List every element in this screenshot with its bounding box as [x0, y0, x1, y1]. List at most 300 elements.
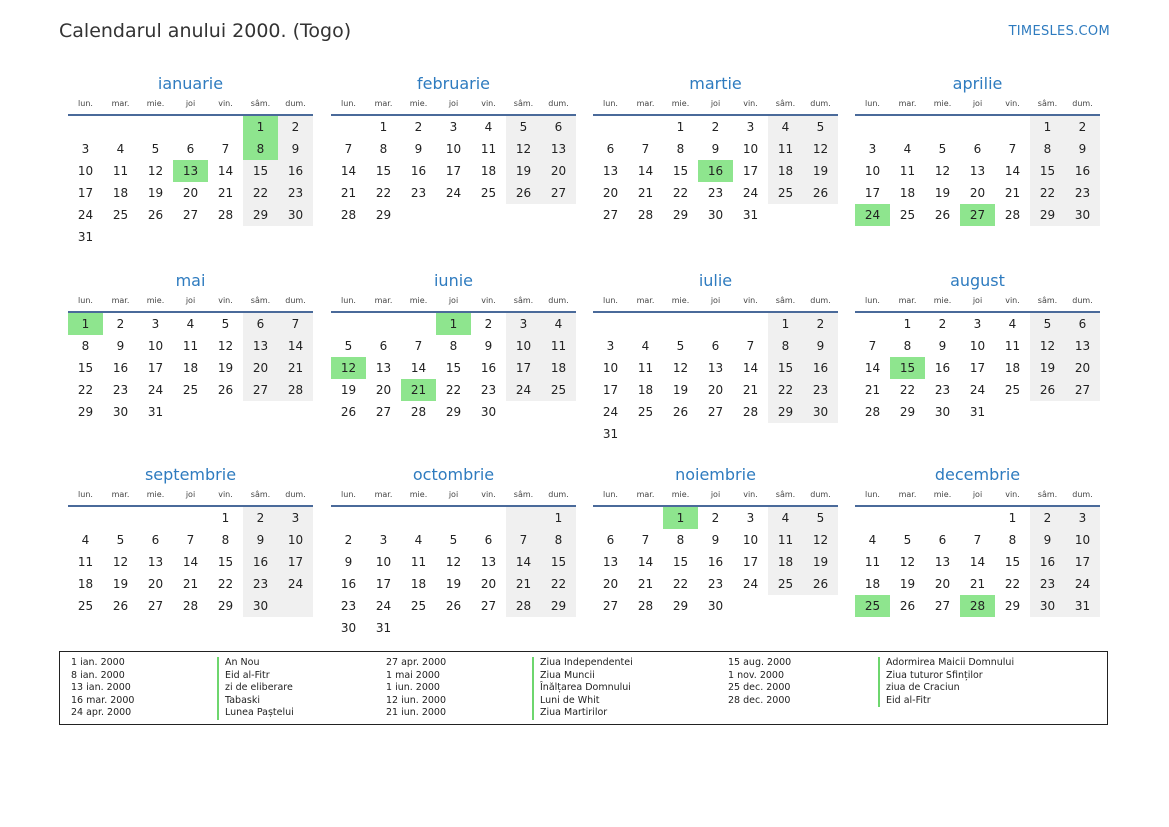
holiday-dates-column: [386, 657, 446, 720]
day-cell: 23: [934, 383, 951, 397]
day-cell: 26: [112, 599, 129, 613]
day-cell: 30: [112, 405, 129, 419]
holiday-name: An Nou: [217, 657, 294, 670]
day-cell: 3: [278, 507, 313, 529]
holiday-date: 15 aug. 2000: [728, 657, 792, 668]
day-cell: 11: [768, 529, 803, 551]
month-octombrie: [331, 463, 576, 639]
empty-day-cell: [401, 507, 436, 529]
day-cell: 10: [375, 555, 392, 569]
weekday-label: lun.: [603, 296, 618, 305]
day-cell: 4: [116, 142, 125, 156]
day-cell: 28: [278, 379, 313, 401]
day-cell: 7: [221, 142, 230, 156]
day-cell: 10: [445, 142, 462, 156]
empty-day-cell: [628, 313, 663, 335]
day-cell: 29: [1030, 204, 1065, 226]
weekday-label: joi: [448, 296, 459, 305]
day-cell: 8: [1030, 138, 1065, 160]
month-name: martie: [689, 74, 742, 93]
day-cell: 4: [186, 317, 195, 331]
holiday-name: zi de eliberare: [217, 682, 294, 695]
day-cell: 17: [147, 361, 164, 375]
weekday-label: vin.: [481, 490, 496, 499]
empty-day-cell: [103, 116, 138, 138]
day-cell: 29: [899, 405, 916, 419]
empty-day-cell: [471, 204, 506, 226]
empty-day-cell: [768, 423, 803, 445]
day-cell: 23: [243, 573, 278, 595]
day-cell: 20: [969, 186, 986, 200]
day-cell: 19: [934, 186, 951, 200]
empty-day-cell: [173, 401, 208, 423]
day-cell: 1: [676, 120, 685, 134]
weekday-label: mar.: [111, 490, 130, 499]
day-cell: 3: [746, 120, 755, 134]
day-cell: 13: [969, 164, 986, 178]
day-cell: 9: [711, 142, 720, 156]
day-cell: 30: [278, 204, 313, 226]
day-cell: 22: [77, 383, 94, 397]
day-cell: 16: [1030, 551, 1065, 573]
day-cell: 8: [768, 335, 803, 357]
day-cell: 21: [742, 383, 759, 397]
day-cell: 7: [506, 529, 541, 551]
weekday-label: joi: [185, 490, 196, 499]
empty-day-cell: [173, 507, 208, 529]
day-cell: 5: [221, 317, 230, 331]
empty-day-cell: [278, 401, 313, 423]
day-cell: 8: [449, 339, 458, 353]
empty-day-cell: [138, 116, 173, 138]
weekday-label: joi: [710, 296, 721, 305]
weekday-label: mar.: [111, 99, 130, 108]
weekday-label: sâm.: [250, 99, 271, 108]
day-cell: 9: [414, 142, 423, 156]
day-cell: 8: [379, 142, 388, 156]
holiday-name: Înălțarea Domnului: [532, 682, 633, 695]
weekday-header: [68, 96, 313, 116]
empty-day-cell: [208, 401, 243, 423]
empty-day-cell: [541, 617, 576, 639]
day-cell: 18: [768, 160, 803, 182]
day-cell: 29: [375, 208, 392, 222]
day-cell: 16: [698, 160, 733, 182]
day-cell: 21: [637, 186, 654, 200]
empty-day-cell: [803, 595, 838, 617]
day-cell: 26: [1030, 379, 1065, 401]
day-cell: 28: [1004, 208, 1021, 222]
weekday-label: vin.: [218, 490, 233, 499]
weekday-label: dum.: [810, 490, 831, 499]
day-cell: 20: [1065, 357, 1100, 379]
day-cell: 20: [147, 577, 164, 591]
weekday-label: mar.: [898, 99, 917, 108]
day-cell: 11: [77, 555, 94, 569]
day-cell: 13: [243, 335, 278, 357]
empty-day-cell: [803, 423, 838, 445]
weekday-label: lun.: [78, 99, 93, 108]
empty-day-cell: [593, 116, 628, 138]
day-cell: 6: [606, 533, 615, 547]
holiday-name: Luni de Whit: [532, 695, 633, 708]
day-cell: 26: [445, 599, 462, 613]
day-cell: 27: [243, 379, 278, 401]
day-cell: 11: [112, 164, 129, 178]
empty-day-cell: [103, 226, 138, 248]
empty-day-cell: [471, 507, 506, 529]
empty-day-cell: [1065, 401, 1100, 423]
weekday-label: mar.: [898, 490, 917, 499]
day-cell: 17: [742, 555, 759, 569]
day-cell: 20: [934, 577, 951, 591]
day-cell: 19: [340, 383, 357, 397]
day-cell: 6: [484, 533, 493, 547]
empty-day-cell: [803, 204, 838, 226]
day-cell: 6: [151, 533, 160, 547]
day-cell: 14: [637, 164, 654, 178]
holiday-name: Tabaski: [217, 695, 294, 708]
days-grid: [331, 507, 576, 639]
day-cell: 4: [1008, 317, 1017, 331]
day-cell: 13: [602, 555, 619, 569]
day-cell: 8: [903, 339, 912, 353]
day-cell: 24: [855, 204, 890, 226]
empty-day-cell: [331, 313, 366, 335]
holiday-name: Lunea Paștelui: [217, 707, 294, 720]
day-cell: 1: [221, 511, 230, 525]
day-cell: 25: [112, 208, 129, 222]
empty-day-cell: [925, 507, 960, 529]
weekday-label: sâm.: [775, 296, 796, 305]
day-cell: 12: [331, 357, 366, 379]
day-cell: 16: [278, 160, 313, 182]
month-ianuarie: [68, 72, 313, 248]
empty-day-cell: [278, 226, 313, 248]
day-cell: 29: [768, 401, 803, 423]
weekday-label: joi: [710, 99, 721, 108]
day-cell: 25: [855, 595, 890, 617]
empty-day-cell: [173, 226, 208, 248]
site-link[interactable]: TIMESLES.COM: [1008, 24, 1110, 39]
day-cell: 16: [803, 357, 838, 379]
day-cell: 17: [864, 186, 881, 200]
weekday-label: vin.: [743, 490, 758, 499]
day-cell: 23: [707, 186, 724, 200]
empty-day-cell: [278, 595, 313, 617]
weekday-label: dum.: [1072, 99, 1093, 108]
day-cell: 12: [899, 555, 916, 569]
day-cell: 27: [602, 599, 619, 613]
empty-day-cell: [1030, 401, 1065, 423]
day-cell: 9: [1030, 529, 1065, 551]
day-cell: 10: [969, 339, 986, 353]
weekday-label: joi: [972, 490, 983, 499]
day-cell: 23: [707, 577, 724, 591]
day-cell: 15: [768, 357, 803, 379]
day-cell: 31: [742, 208, 759, 222]
day-cell: 19: [803, 160, 838, 182]
day-cell: 6: [1065, 313, 1100, 335]
weekday-label: mie.: [146, 99, 165, 108]
empty-day-cell: [436, 617, 471, 639]
weekday-label: sâm.: [250, 296, 271, 305]
day-cell: 6: [541, 116, 576, 138]
day-cell: 5: [903, 533, 912, 547]
holiday-legend: [59, 651, 1108, 725]
day-cell: 30: [803, 401, 838, 423]
day-cell: 20: [541, 160, 576, 182]
day-cell: 12: [147, 164, 164, 178]
month-septembrie: [68, 463, 313, 617]
day-cell: 18: [899, 186, 916, 200]
day-cell: 27: [147, 599, 164, 613]
holiday-name: Eid al-Fitr: [217, 670, 294, 683]
weekday-label: vin.: [1005, 296, 1020, 305]
day-cell: 8: [1008, 533, 1017, 547]
day-cell: 21: [637, 577, 654, 591]
empty-day-cell: [890, 116, 925, 138]
weekday-label: mie.: [146, 490, 165, 499]
month-name: octombrie: [412, 465, 495, 484]
weekday-header: [593, 487, 838, 507]
weekday-header: [68, 487, 313, 507]
weekday-label: vin.: [218, 296, 233, 305]
month-iulie: [593, 269, 838, 445]
empty-day-cell: [436, 507, 471, 529]
day-cell: 5: [1030, 313, 1065, 335]
days-grid: [68, 313, 313, 423]
day-cell: 10: [742, 533, 759, 547]
weekday-label: mie.: [933, 296, 952, 305]
empty-day-cell: [68, 507, 103, 529]
weekday-label: sâm.: [513, 296, 534, 305]
day-cell: 18: [541, 357, 576, 379]
day-cell: 13: [147, 555, 164, 569]
day-cell: 11: [410, 555, 427, 569]
day-cell: 27: [602, 208, 619, 222]
weekday-label: mar.: [636, 296, 655, 305]
day-cell: 11: [864, 555, 881, 569]
weekday-label: lun.: [341, 490, 356, 499]
day-cell: 12: [112, 555, 129, 569]
day-cell: 17: [742, 164, 759, 178]
holiday-date: 27 apr. 2000: [386, 657, 447, 668]
weekday-header: [855, 96, 1100, 116]
day-cell: 17: [278, 551, 313, 573]
day-cell: 22: [768, 379, 803, 401]
day-cell: 3: [449, 120, 458, 134]
day-cell: 5: [449, 533, 458, 547]
day-cell: 23: [410, 186, 427, 200]
day-cell: 6: [379, 339, 388, 353]
day-cell: 14: [278, 335, 313, 357]
days-grid: [68, 116, 313, 248]
empty-day-cell: [925, 116, 960, 138]
weekday-label: joi: [972, 296, 983, 305]
weekday-label: joi: [448, 490, 459, 499]
day-cell: 9: [278, 138, 313, 160]
month-name: septembrie: [144, 465, 237, 484]
day-cell: 24: [445, 186, 462, 200]
day-cell: 7: [344, 142, 353, 156]
weekday-label: lun.: [865, 99, 880, 108]
weekday-label: joi: [448, 99, 459, 108]
weekday-label: mar.: [374, 490, 393, 499]
day-cell: 11: [768, 138, 803, 160]
day-cell: 4: [484, 120, 493, 134]
day-cell: 2: [414, 120, 423, 134]
empty-day-cell: [401, 313, 436, 335]
day-cell: 17: [506, 357, 541, 379]
empty-day-cell: [208, 116, 243, 138]
days-grid: [593, 116, 838, 226]
day-cell: 11: [1004, 339, 1021, 353]
day-cell: 7: [973, 533, 982, 547]
empty-day-cell: [628, 423, 663, 445]
day-cell: 19: [672, 383, 689, 397]
day-cell: 22: [445, 383, 462, 397]
day-cell: 24: [742, 186, 759, 200]
month-name: februarie: [416, 74, 491, 93]
weekday-header: [331, 96, 576, 116]
empty-day-cell: [698, 423, 733, 445]
weekday-label: dum.: [285, 99, 306, 108]
day-cell: 31: [602, 427, 619, 441]
day-cell: 23: [1065, 182, 1100, 204]
day-cell: 20: [375, 383, 392, 397]
day-cell: 26: [803, 182, 838, 204]
day-cell: 8: [676, 533, 685, 547]
day-cell: 19: [506, 160, 541, 182]
month-name: iulie: [698, 271, 733, 290]
empty-day-cell: [855, 313, 890, 335]
day-cell: 16: [243, 551, 278, 573]
empty-day-cell: [663, 313, 698, 335]
day-cell: 13: [541, 138, 576, 160]
weekday-label: mie.: [933, 490, 952, 499]
days-grid: [855, 507, 1100, 617]
day-cell: 14: [637, 555, 654, 569]
empty-day-cell: [68, 116, 103, 138]
day-cell: 30: [707, 208, 724, 222]
day-cell: 14: [410, 361, 427, 375]
day-cell: 11: [182, 339, 199, 353]
empty-day-cell: [436, 204, 471, 226]
day-cell: 16: [112, 361, 129, 375]
empty-day-cell: [331, 507, 366, 529]
day-cell: 15: [375, 164, 392, 178]
day-cell: 14: [217, 164, 234, 178]
day-cell: 6: [186, 142, 195, 156]
month-mai: [68, 269, 313, 423]
weekday-header: [331, 487, 576, 507]
day-cell: 22: [672, 186, 689, 200]
weekday-label: vin.: [481, 99, 496, 108]
day-cell: 10: [602, 361, 619, 375]
weekday-label: lun.: [603, 490, 618, 499]
day-cell: 27: [541, 182, 576, 204]
day-cell: 26: [147, 208, 164, 222]
day-cell: 15: [445, 361, 462, 375]
day-cell: 22: [672, 577, 689, 591]
day-cell: 13: [934, 555, 951, 569]
day-cell: 16: [934, 361, 951, 375]
day-cell: 6: [606, 142, 615, 156]
day-cell: 24: [969, 383, 986, 397]
month-decembrie: [855, 463, 1100, 617]
weekday-label: lun.: [865, 490, 880, 499]
empty-day-cell: [401, 617, 436, 639]
day-cell: 11: [541, 335, 576, 357]
day-cell: 9: [803, 335, 838, 357]
day-cell: 26: [672, 405, 689, 419]
day-cell: 1: [1008, 511, 1017, 525]
day-cell: 16: [410, 164, 427, 178]
day-cell: 4: [541, 313, 576, 335]
empty-day-cell: [768, 595, 803, 617]
day-cell: 21: [969, 577, 986, 591]
day-cell: 23: [803, 379, 838, 401]
day-cell: 31: [969, 405, 986, 419]
day-cell: 25: [410, 599, 427, 613]
empty-day-cell: [733, 313, 768, 335]
holiday-date: 1 iun. 2000: [386, 682, 440, 694]
day-cell: 31: [375, 621, 392, 635]
day-cell: 7: [278, 313, 313, 335]
holiday-date: 28 dec. 2000: [728, 694, 791, 706]
empty-day-cell: [138, 507, 173, 529]
holiday-name: Ziua tuturor Sfinților: [878, 670, 1014, 683]
weekday-label: vin.: [1005, 99, 1020, 108]
day-cell: 15: [77, 361, 94, 375]
day-cell: 1: [903, 317, 912, 331]
empty-day-cell: [366, 507, 401, 529]
day-cell: 27: [375, 405, 392, 419]
day-cell: 9: [711, 533, 720, 547]
day-cell: 17: [445, 164, 462, 178]
day-cell: 12: [217, 339, 234, 353]
day-cell: 10: [278, 529, 313, 551]
month-martie: [593, 72, 838, 226]
holiday-date: 13 ian. 2000: [71, 682, 131, 694]
day-cell: 26: [506, 182, 541, 204]
weekday-label: lun.: [603, 99, 618, 108]
day-cell: 9: [484, 339, 493, 353]
day-cell: 26: [934, 208, 951, 222]
day-cell: 19: [217, 361, 234, 375]
weekday-label: dum.: [548, 99, 569, 108]
holiday-names-column: [217, 657, 294, 720]
empty-day-cell: [506, 507, 541, 529]
weekday-label: dum.: [548, 296, 569, 305]
weekday-label: lun.: [341, 296, 356, 305]
holiday-date: 12 iun. 2000: [386, 694, 447, 706]
day-cell: 21: [506, 573, 541, 595]
day-cell: 29: [243, 204, 278, 226]
day-cell: 22: [1030, 182, 1065, 204]
day-cell: 14: [742, 361, 759, 375]
day-cell: 13: [707, 361, 724, 375]
days-grid: [331, 313, 576, 423]
day-cell: 29: [217, 599, 234, 613]
day-cell: 19: [112, 577, 129, 591]
holiday-date: 1 mai 2000: [386, 669, 440, 681]
day-cell: 22: [375, 186, 392, 200]
day-cell: 12: [445, 555, 462, 569]
day-cell: 21: [1004, 186, 1021, 200]
empty-day-cell: [243, 226, 278, 248]
